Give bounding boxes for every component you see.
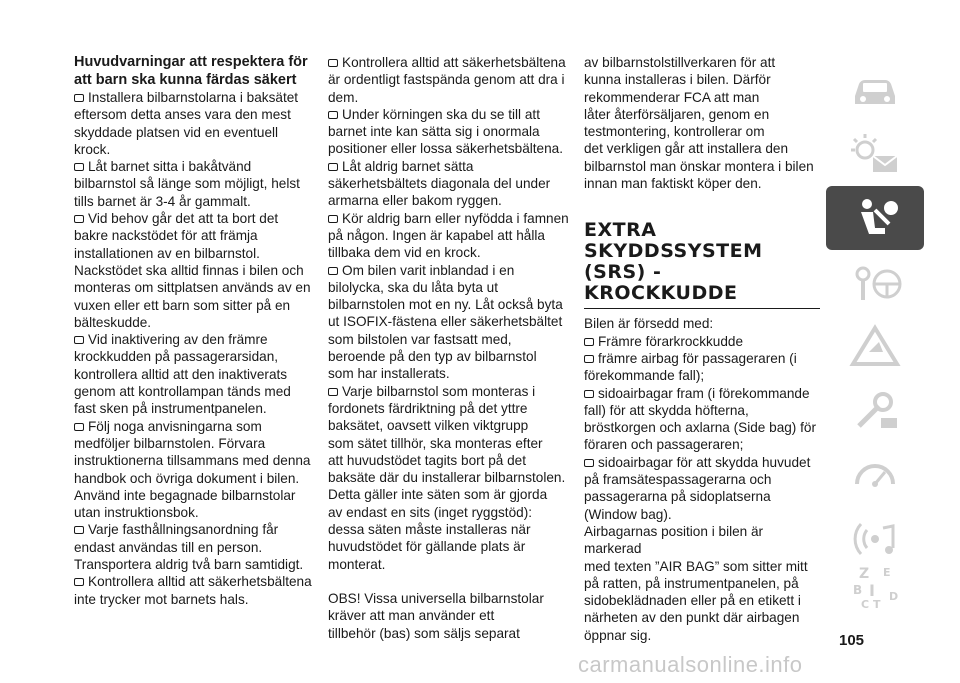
paragraph <box>584 315 820 332</box>
section-title-line: SKYDDSSYSTEM <box>584 240 763 263</box>
bullet-paragraph <box>328 210 576 262</box>
heading-line: att barn ska kunna färdas säkert <box>74 71 297 88</box>
text-line: som bilstolen var fastsatt med, <box>328 331 512 347</box>
text-line: dem. <box>328 89 359 105</box>
text-line: Låt barnet sitta i bakåtvänd <box>74 159 251 174</box>
sidebar-tab-emergency[interactable] <box>826 314 924 378</box>
text-line: som sätet tillhör, ska monteras efter <box>328 435 543 451</box>
sidebar-tab-start[interactable] <box>826 250 924 314</box>
text-line: Bilen är försedd med: <box>584 316 714 332</box>
text-line: bilbarnstolen mot en ny. Låt också byta <box>328 297 563 313</box>
text-line: tillbehör (bas) som säljs separat <box>328 625 520 641</box>
text-line: armarna eller bakom ryggen. <box>328 193 502 209</box>
text-line: sidobeklädnaden eller på en etikett i <box>584 593 801 609</box>
bullet-paragraph <box>74 210 322 331</box>
text-line: Kontrollera alltid att säkerhetsbältena <box>328 55 566 70</box>
bullet-paragraph <box>74 331 322 417</box>
index-letter: E <box>883 566 891 579</box>
text-line: säkerhetsbältets diagonala del under <box>328 176 551 192</box>
index-letters-icon <box>845 562 905 610</box>
text-line: främre airbag för passageraren (i <box>584 351 797 366</box>
text-line: sidoairbagar för att skydda huvudet <box>584 455 810 470</box>
bullet-paragraph <box>328 106 576 158</box>
wrench-car-icon <box>845 386 905 434</box>
text-line: tillbaka dem vid en krock. <box>328 245 481 261</box>
text-line: bälteskudde. <box>74 314 152 330</box>
text-line: huvudstödet för gällande plats är <box>328 539 526 555</box>
text-line: är ordentligt fastspända genom att dra i <box>328 72 565 88</box>
text-line: fordonets färdriktning på det yttre <box>328 400 528 416</box>
paragraph <box>584 523 820 644</box>
index-letter: C <box>861 598 870 610</box>
text-line: Låt aldrig barnet sätta <box>328 159 474 174</box>
index-letter: I <box>869 581 875 600</box>
text-line: medföljer bilbarnstolen. Förvara <box>74 435 266 451</box>
bullet-paragraph <box>74 418 322 522</box>
bullet-paragraph <box>584 333 820 350</box>
bullet-paragraph <box>74 521 322 573</box>
text-line: det verkligen går att installera den <box>584 141 789 157</box>
text-line: bilolycka, ska du låta byta ut <box>328 279 499 295</box>
text-line: innan man faktiskt köper den. <box>584 176 762 192</box>
text-line: bilbarnstol man önskar montera i bilen <box>584 158 814 174</box>
text-line: Installera bilbarnstolarna i baksätet <box>74 90 298 105</box>
text-line: Nackstödet ska alltid finnas i bilen och <box>74 262 304 278</box>
text-line: rekommenderar FCA att man <box>584 89 760 105</box>
text-line: positioner eller lossa säkerhetsbältena. <box>328 141 564 157</box>
airbag-seat-icon <box>845 194 905 242</box>
text-line: baksäte där du installerar bilbarnstolen. <box>328 470 566 486</box>
bullet-paragraph <box>328 262 576 383</box>
bullet-paragraph <box>328 383 576 573</box>
bullet-paragraph <box>328 54 576 106</box>
text-line: Främre förarkrockkudde <box>584 334 743 349</box>
text-line: barnet inte kan sätta sig i onormala <box>328 124 540 140</box>
section-title-line: KROCKKUDDE <box>584 282 738 305</box>
column-1 <box>74 54 322 608</box>
gauge-specs-icon <box>845 450 905 498</box>
bullet-paragraph <box>584 350 820 385</box>
text-line: genom att kontrollampan tänds med <box>74 384 291 400</box>
section-title-line: (SRS) - <box>584 261 662 284</box>
text-line: eftersom detta anses vara den mest <box>74 107 291 123</box>
text-line: Airbagarnas position i bilen är markerad <box>584 523 764 557</box>
car-icon <box>845 66 905 114</box>
text-line: låter återförsäljaren, genom en <box>584 106 770 122</box>
sidebar-tab-specs[interactable] <box>826 442 924 506</box>
bullet-paragraph <box>74 89 322 158</box>
index-letter: D <box>889 590 899 603</box>
text-line: föraren och passageraren; <box>584 437 744 453</box>
text-line: beroende på den typ av bilbarnstol <box>328 349 537 365</box>
text-line: bakre nackstödet för att främja <box>74 228 258 244</box>
text-line: att huvudstödet tagits bort på det <box>328 452 526 468</box>
text-line: (Window bag). <box>584 506 672 522</box>
section-title-line: EXTRA <box>584 219 657 242</box>
dashboard-lights-icon <box>845 130 905 178</box>
sidebar-tab-safety[interactable] <box>826 186 924 250</box>
text-line: dessa säten måste installeras när <box>328 522 531 538</box>
text-line: vuxen eller ett barn som sitter på en <box>74 297 291 313</box>
text-line: sidoairbagar fram (i förekommande <box>584 386 810 401</box>
text-line: Transportera aldrig två barn samtidigt. <box>74 557 304 573</box>
text-line: Följ noga anvisningarna som <box>74 419 262 434</box>
bullet-paragraph <box>74 573 322 608</box>
text-line: förekommande fall); <box>584 368 705 384</box>
sidebar-tab-car[interactable] <box>826 58 924 122</box>
text-line: av endast en sits (inget ryggstöd): <box>328 504 533 520</box>
column-1-body <box>74 89 322 608</box>
text-line: tills barnet är 3-4 år gammalt. <box>74 193 251 209</box>
section-title <box>584 220 820 309</box>
text-line: monterat. <box>328 556 386 572</box>
text-line: baksätet, oavsett vilken viktgrupp <box>328 418 529 434</box>
watermark[interactable]: carmanualsonline.info <box>578 652 803 677</box>
text-line: monteras om sittplatsen används av en <box>74 280 311 296</box>
text-line: av bilbarnstolstillverkaren för att <box>584 55 776 70</box>
text-line: närheten av den punkt där airbagen <box>584 610 800 626</box>
text-line: utan instruktionsbok. <box>74 505 199 521</box>
text-line: kunna installeras i bilen. Därför <box>584 72 771 88</box>
intro-paragraph <box>584 54 820 192</box>
text-line: på ratten, på instrumentpanelen, på <box>584 575 799 591</box>
heading-line: Huvudvarningar att respektera för <box>74 54 308 70</box>
text-line: Kör aldrig barn eller nyfödda i famnen <box>328 211 569 226</box>
text-line: skyddade platsen vid en eventuell <box>74 124 279 140</box>
text-line: testmontering, kontrollerar om <box>584 124 765 140</box>
text-line: Om bilen varit inblandad i en <box>328 263 514 278</box>
sidebar-tab-dashboard[interactable] <box>826 122 924 186</box>
index-letter: B <box>853 583 863 597</box>
text-line: kontrollera alltid att den inaktiverats <box>74 366 288 382</box>
paragraph <box>328 590 576 642</box>
column-3 <box>584 54 820 644</box>
column-2 <box>328 54 576 642</box>
text-line: OBS! Vissa universella bilbarnstolar <box>328 590 544 606</box>
sidebar-tab-maintenance[interactable] <box>826 378 924 442</box>
text-line: endast användas till en person. <box>74 539 263 555</box>
text-line: som har installerats. <box>328 366 450 382</box>
bullet-paragraph <box>584 385 820 454</box>
chapter-sidebar <box>826 58 924 618</box>
text-line: krock. <box>74 141 111 157</box>
text-line: Använd inte begagnade bilbarnstolar <box>74 487 296 503</box>
text-line: Varje bilbarnstol som monteras i <box>328 384 535 399</box>
text-line: Under körningen ska du se till att <box>328 107 540 122</box>
page-number: 105 <box>839 632 865 649</box>
text-line: på framsätespassagerarna och <box>584 472 772 488</box>
warning-triangle-icon <box>845 322 905 370</box>
column-3-body <box>584 315 820 644</box>
column-2-body <box>328 54 576 642</box>
text-line: kräver att man använder ett <box>328 608 495 624</box>
bullet-paragraph <box>74 158 322 210</box>
text-line: Vid inaktivering av den främre <box>74 332 268 347</box>
text-line: fall) för att skydda höfterna, <box>584 402 749 418</box>
bullet-paragraph <box>584 454 820 523</box>
text-line: passagerarna på sidoplatserna <box>584 489 771 505</box>
text-line: på någon. Ingen är kapabel att hålla <box>328 227 545 243</box>
index-letter: T <box>873 598 881 610</box>
bullet-paragraph <box>328 158 576 210</box>
text-line: krockkudden på passagerarsidan, <box>74 349 279 365</box>
text-line: fast sken på instrumentpanelen. <box>74 401 267 417</box>
text-line: ut ISOFIX-fästena eller säkerhetsbältet <box>328 314 563 330</box>
text-line: handbok och övriga dokument i bilen. <box>74 470 300 486</box>
key-wheel-icon <box>845 258 905 306</box>
text-line: Detta gäller inte säten som är gjorda <box>328 487 548 503</box>
heading <box>74 54 322 89</box>
text-line: inte trycker mot barnets hals. <box>74 591 249 607</box>
text-line: installationen av en bilbarnstol. <box>74 245 260 261</box>
index-letter: Z <box>859 566 870 582</box>
text-line: med texten ”AIR BAG” som sitter mitt <box>584 558 808 574</box>
text-line: öppnar sig. <box>584 627 652 643</box>
sidebar-tab-index[interactable] <box>826 554 924 618</box>
text-line: bilbarnstol så länge som möjligt, helst <box>74 176 300 192</box>
text-line: Kontrollera alltid att säkerhetsbältena <box>74 574 312 589</box>
text-line: bröstkorgen och axlarna (Side bag) för <box>584 420 816 436</box>
text-line: Vid behov går det att ta bort det <box>74 211 278 226</box>
text-line: instruktionerna tillsammans med denna <box>74 453 311 469</box>
text-line: Varje fasthållningsanordning får <box>74 522 278 537</box>
